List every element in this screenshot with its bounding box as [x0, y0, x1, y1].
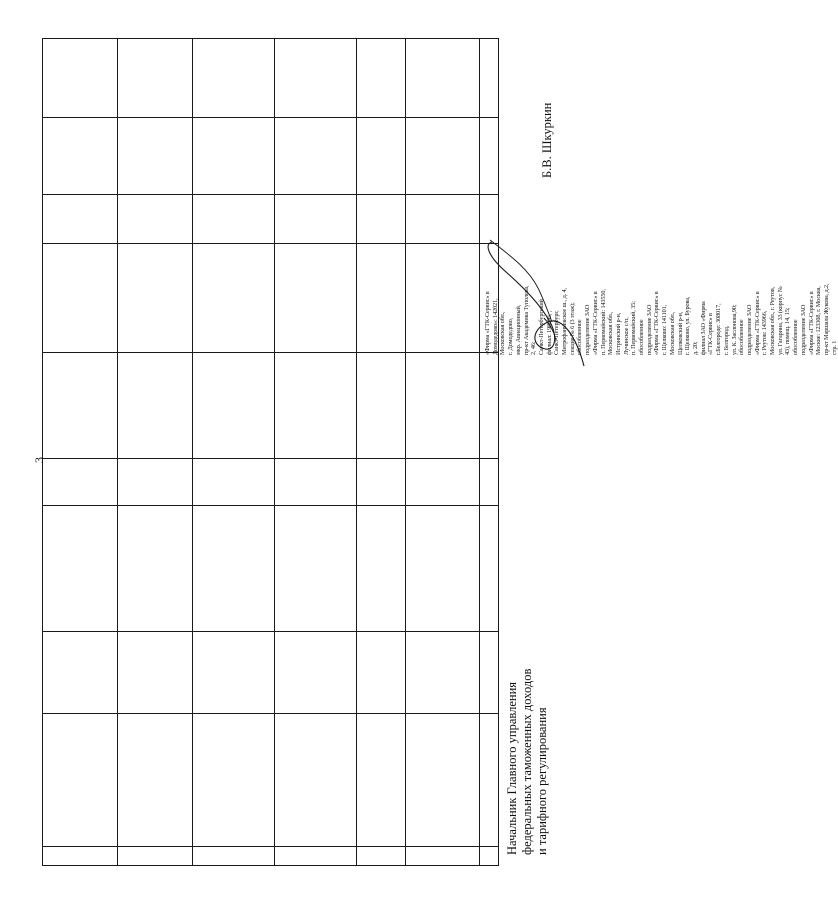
cell-line: обособленное [792, 319, 800, 355]
table-row-divider [42, 713, 499, 714]
page-number: 3 [32, 457, 46, 463]
cell-line: обособленное [576, 319, 584, 355]
cell-line: «Фирма «ГТК-Сервис» в [753, 291, 761, 355]
table-column-divider [405, 38, 406, 866]
cell-line: стр. 1 [830, 340, 838, 355]
table-column-divider [274, 38, 275, 866]
cell-line: Митрофаньевское ш., д. 4, [561, 288, 569, 355]
cell-line: п. Первомайский, 35; [630, 301, 638, 355]
cell-line: Щелковский р-н, [676, 311, 684, 355]
cell-line: пр-кт Академика Туполева, [522, 285, 530, 355]
cell-line: г. Щелково: 141101, [661, 304, 669, 355]
cell-line: г. Щелково, ул. Бурова, [684, 296, 692, 355]
cell-line: подразделение ЗАО [799, 304, 807, 355]
cell-line: п. Первомайский: 143550, [599, 289, 607, 355]
table-row-divider [42, 194, 499, 195]
cell-line: Санкт-Петербургский [537, 299, 545, 355]
table-frame [42, 38, 499, 866]
cell-line: обособленное [738, 319, 746, 355]
cell-line: «ГТК-Сервис» в [707, 313, 715, 355]
cell-line: 2, 46; [530, 341, 538, 355]
cell-line: Московская обл., [668, 311, 676, 355]
cell-line: филиал: 198095, , [545, 310, 553, 355]
signer-name: Б.В. Шкуркин [540, 102, 554, 178]
cell-line: 43), помещ. 14, 15; [784, 307, 792, 355]
table-row-divider [42, 352, 499, 353]
cell-line: подразделение ЗАО [584, 304, 592, 355]
cell-line: г. Домодедово, [507, 317, 515, 355]
cell-line: Московская обл., [607, 311, 615, 355]
cell-line: «Фирма «ГТК-Сервис» в [591, 291, 599, 355]
cell-line: г. Белгород, [722, 325, 730, 355]
cell-line: ул. Гагарина, 33 (корпус № [776, 286, 784, 355]
cell-line: Лучинское с/п, [622, 317, 630, 355]
table-row-divider [42, 243, 499, 244]
cell-line: Домодедово»: 142021, [491, 298, 499, 355]
cell-line: филиал ЗАО «Фирма [699, 301, 707, 355]
table-column-divider [117, 38, 118, 866]
cell-line: подразделение ЗАО [645, 304, 653, 355]
cell-line: «Фирма «ГТК-Сервис» в [653, 291, 661, 355]
cell-line: Москве: 123308, г. Москва, [815, 286, 823, 355]
cell-line: подразделение ЗАО [745, 304, 753, 355]
cell-line: Истринский р-н, [614, 312, 622, 355]
table-column-divider [192, 38, 193, 866]
table-column-divider [356, 38, 357, 866]
cell-line: г.Белгороде: 308017, [715, 303, 723, 355]
handwritten-signature [478, 238, 590, 373]
signer-title-line: федеральных таможенных доходов [520, 668, 534, 855]
cell-line: мкр. Авиационный, [514, 304, 522, 355]
cell-line: обособленное [638, 319, 646, 355]
table-row-divider [42, 631, 499, 632]
cell-line: д. 20; [691, 341, 699, 355]
signer-title [505, 669, 550, 855]
table-row-divider [42, 846, 499, 847]
signer-title-line: и тарифного регулирования [535, 707, 549, 855]
table-row-divider [42, 458, 499, 459]
cell-line: ул. К. Заслонова,90; [730, 304, 738, 355]
cell-line: Московская обл., [499, 311, 507, 355]
table-row-divider [42, 505, 499, 506]
cell-line: Санкт-Петербург, [553, 310, 561, 355]
cell-line: «Фирма «ГТК-Сервис» в [484, 291, 491, 355]
cell-line: Московская обл., г. Реутов, [769, 286, 777, 355]
cell-line: «Фирма «ГТК-Сервис» в [807, 291, 815, 355]
cell-line: г. Реутов: 143966, [761, 310, 769, 355]
cell-line: пр-кт Маршала Жукова, д.2, [822, 283, 830, 355]
signer-title-line: Начальник Главного управления [505, 681, 519, 855]
table-row-divider [42, 117, 499, 118]
cell-line: секция № 6 (3 этаж); [568, 302, 576, 355]
table-column-divider [479, 38, 480, 866]
